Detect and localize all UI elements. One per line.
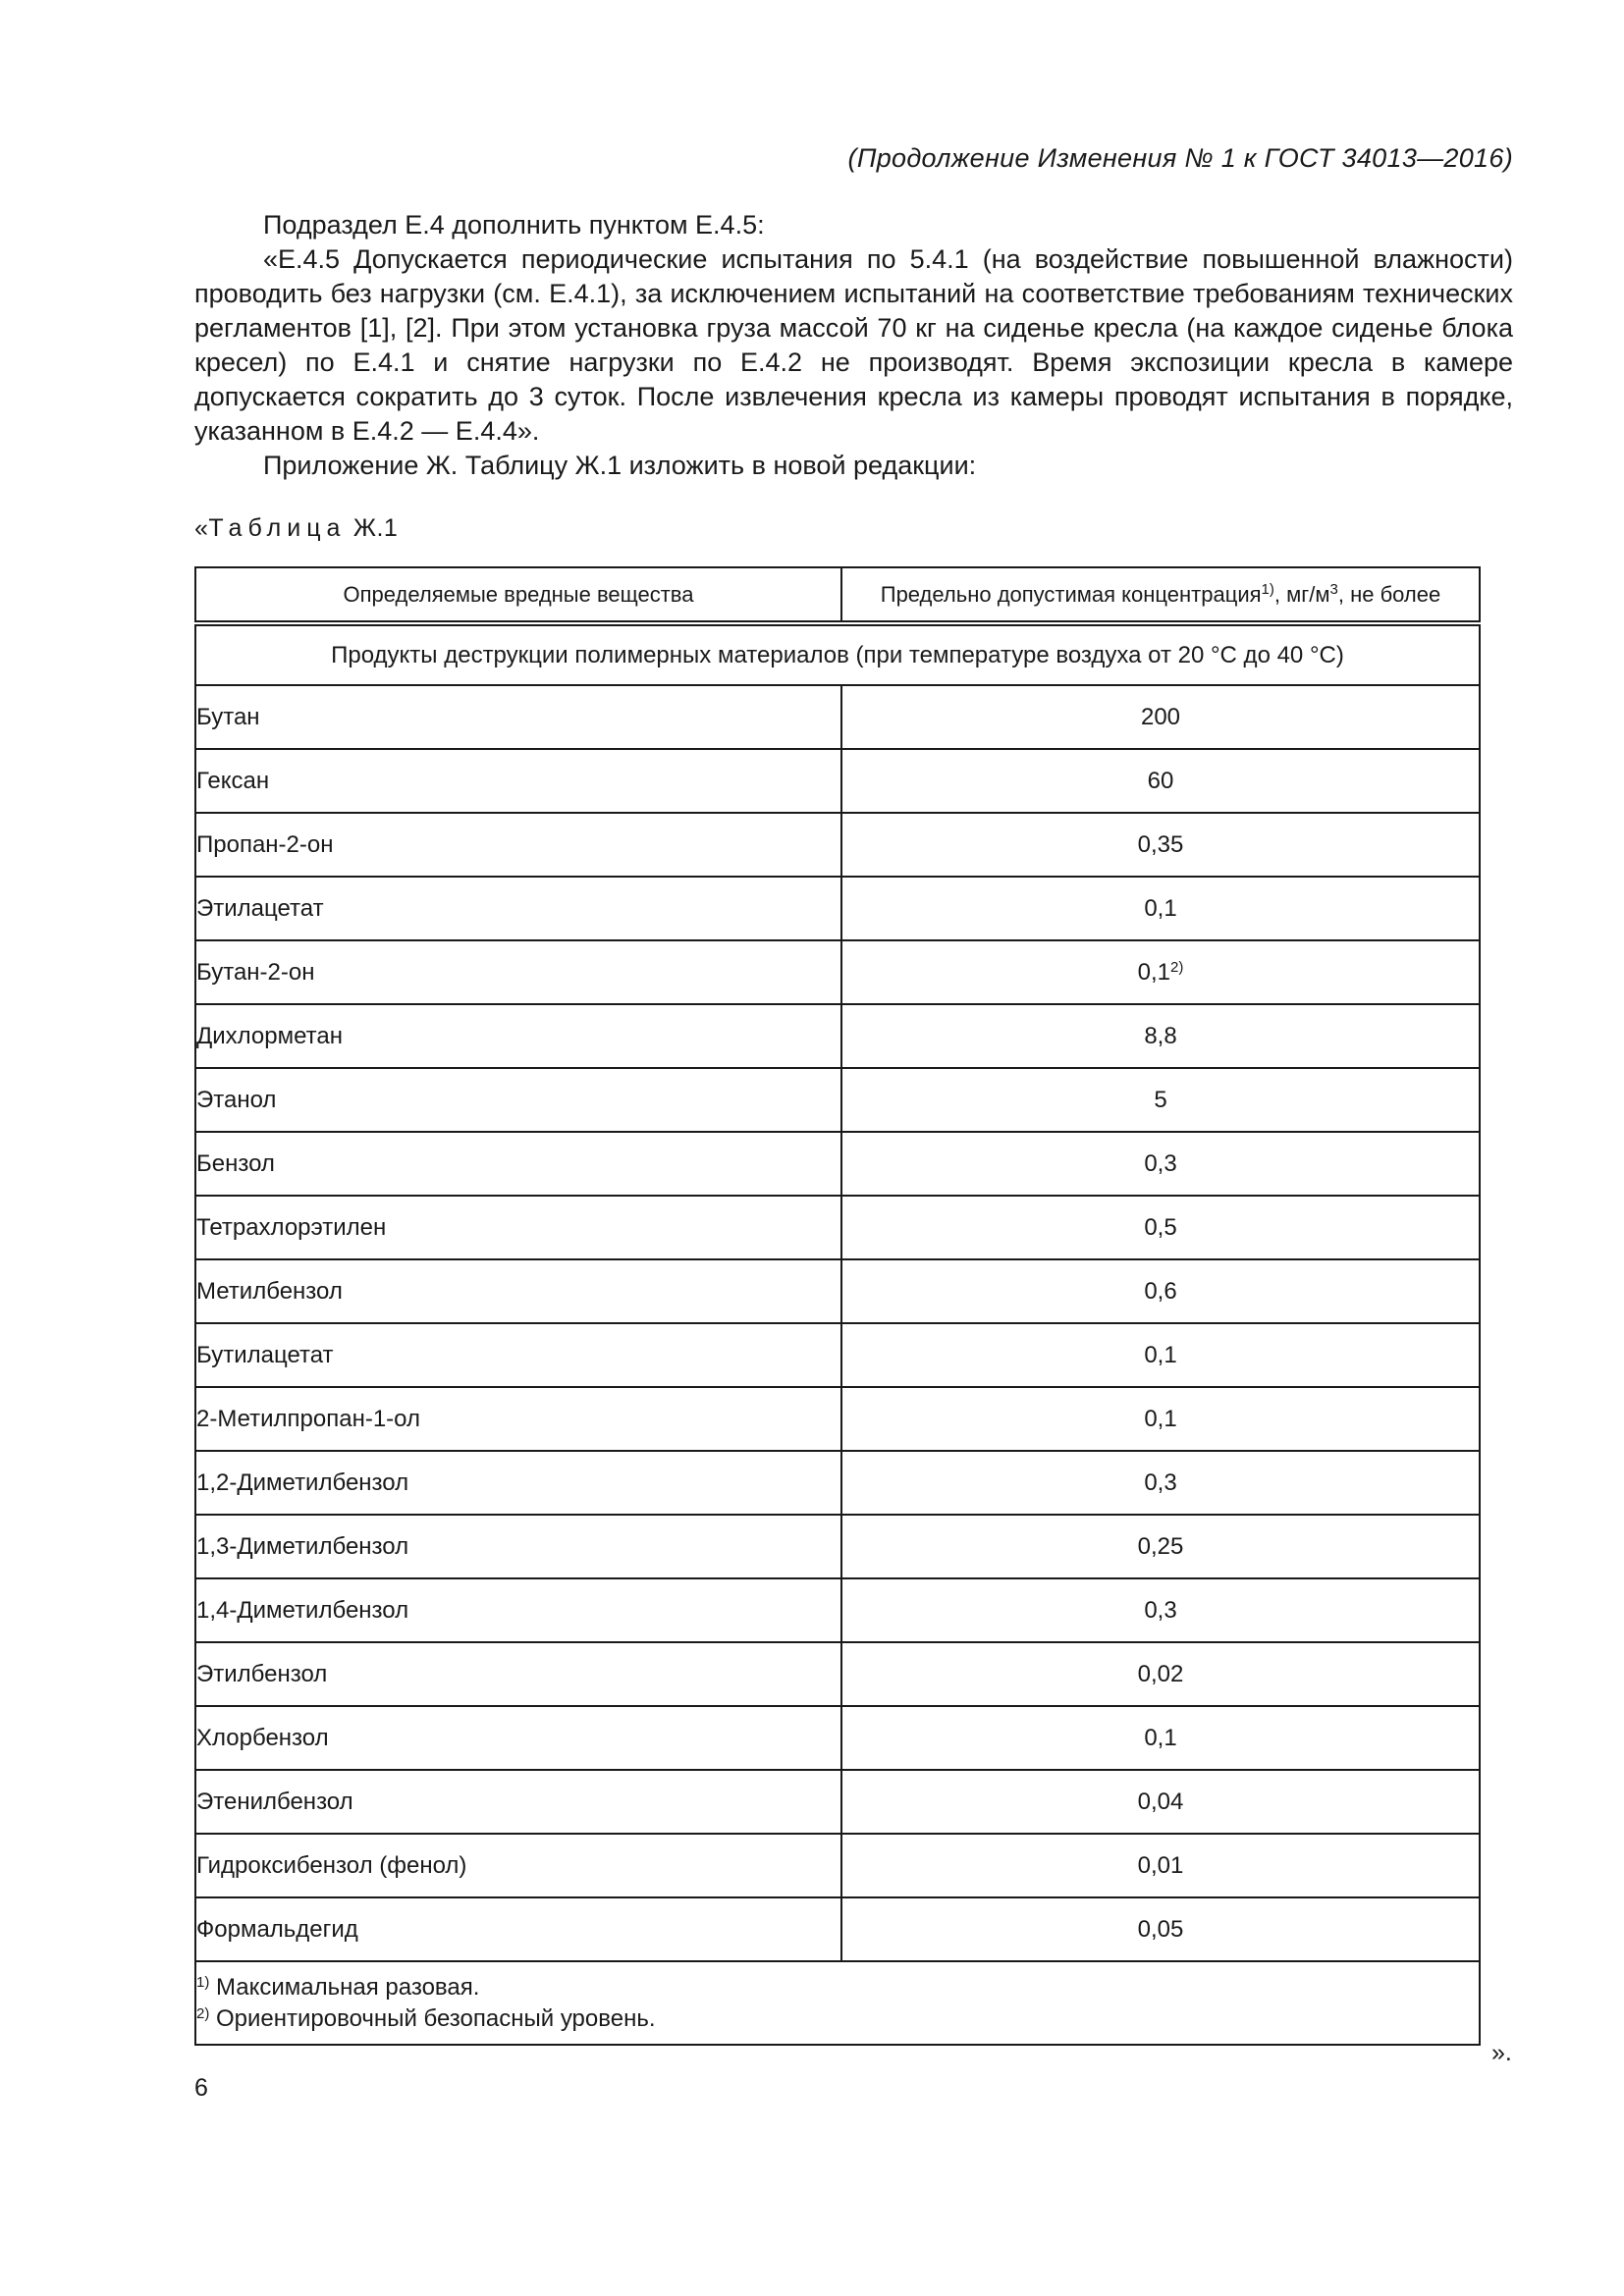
concentration-value: [841, 1642, 1480, 1706]
substance-name: 1,3-Диметилбензол: [195, 1515, 841, 1578]
concentration-value: [841, 1451, 1480, 1515]
concentration-number: 0,02: [1137, 1660, 1184, 1687]
footnote-1: [196, 1972, 1479, 2003]
concentration-number: 0,1: [1144, 1724, 1177, 1751]
substance-name: Дихлорметан: [195, 1004, 841, 1068]
group-row: [195, 623, 1480, 685]
footnote-1-text: Максимальная разовая.: [209, 1973, 480, 2001]
concentration-value: [841, 1897, 1480, 1961]
concentration-number: 0,1: [1144, 894, 1177, 922]
caption-open-quote: «: [194, 514, 209, 542]
table-row: [195, 1770, 1480, 1834]
col2-header-text: Предельно допустимая концентрация: [880, 581, 1262, 607]
substance-name: Этилбензол: [195, 1642, 841, 1706]
substance-name: Хлорбензол: [195, 1706, 841, 1770]
table-row: [195, 940, 1480, 1004]
concentration-number: 0,1: [1137, 958, 1171, 986]
concentration-value: [841, 1834, 1480, 1897]
substance-name: Этилацетат: [195, 877, 841, 940]
footnote-1-mark: 1): [196, 1973, 210, 1991]
table-row: [195, 1387, 1480, 1451]
substance-name: Формальдегид: [195, 1897, 841, 1961]
table-row: [195, 1004, 1480, 1068]
concentration-value: [841, 1706, 1480, 1770]
table-row: [195, 877, 1480, 940]
table-row: [195, 1642, 1480, 1706]
substance-name: Этенилбензол: [195, 1770, 841, 1834]
substance-name: 1,4-Диметилбензол: [195, 1578, 841, 1642]
table-row: [195, 813, 1480, 877]
footnote-2-text: Ориентировочный безопасный уровень.: [209, 2004, 656, 2032]
table-row: [195, 685, 1480, 749]
col2-header-footnote-mark: 1): [1261, 580, 1274, 598]
substance-name: Бутилацетат: [195, 1323, 841, 1387]
concentration-value: [841, 1068, 1480, 1132]
substance-name: Этанол: [195, 1068, 841, 1132]
body-text: [194, 208, 1513, 483]
concentration-value: [841, 1323, 1480, 1387]
substance-name: 1,2-Диметилбензол: [195, 1451, 841, 1515]
substances-table: [194, 566, 1481, 2046]
table-row: [195, 1834, 1480, 1897]
col2-header-tail: , не более: [1337, 581, 1441, 607]
concentration-number: 0,3: [1144, 1468, 1177, 1496]
substance-name: Гидроксибензол (фенол): [195, 1834, 841, 1897]
col-header-substances: Определяемые вредные вещества: [195, 567, 841, 623]
concentration-number: 60: [1147, 767, 1174, 794]
concentration-number: 0,3: [1144, 1149, 1177, 1177]
concentration-value: [841, 813, 1480, 877]
paragraph-subsection-addition: Подраздел Е.4 дополнить пунктом Е.4.5:: [263, 210, 765, 240]
table-row: [195, 1196, 1480, 1259]
concentration-value: [841, 749, 1480, 813]
concentration-value: [841, 877, 1480, 940]
footnotes-row: [195, 1961, 1480, 2045]
table-row: [195, 1451, 1480, 1515]
table-row: [195, 1897, 1480, 1961]
concentration-value: [841, 1004, 1480, 1068]
table-row: [195, 1578, 1480, 1642]
footnotes-cell: [195, 1961, 1480, 2045]
substance-name: Гексан: [195, 749, 841, 813]
paragraph-appendix-table: Приложение Ж. Таблицу Ж.1 изложить в новой редакции:: [263, 451, 977, 480]
substance-name: Бензол: [195, 1132, 841, 1196]
concentration-number: 0,3: [1144, 1596, 1177, 1624]
paragraph-clause-e-4-5: «Е.4.5 Допускается периодические испытания по 5.4.1 (на воздействие повышенной влажности) проводить без нагрузки (см. Е.4.1), за исключением испытаний на соответствие требованиям технических регламентов [1], [2]. При этом установка груза массой 70 кг на сиденье кресла (на каждое сиденье блока кресел) по Е.4.1 и снятие нагрузки по Е.4.2 не производят. Время экспозиции кресла в камере допускается сократить до 3 суток. После извлечения кресла из камеры проводят испытания в порядке, указанном в Е.4.2 — Е.4.4».: [194, 244, 1513, 446]
col2-header-unit: , мг/м: [1273, 581, 1330, 607]
concentration-number: 0,1: [1144, 1341, 1177, 1368]
table-row: [195, 1515, 1480, 1578]
concentration-number: 0,5: [1144, 1213, 1177, 1241]
table-row: [195, 1068, 1480, 1132]
continuation-header: (Продолжение Изменения № 1 к ГОСТ 34013—2016): [847, 143, 1513, 173]
concentration-number: 5: [1154, 1086, 1167, 1113]
table-header-row: [195, 567, 1480, 623]
substance-name: Пропан-2-он: [195, 813, 841, 877]
page-number: 6: [194, 2074, 208, 2102]
substance-name: Метилбензол: [195, 1259, 841, 1323]
table-closing-quote: ».: [1491, 2039, 1512, 2066]
concentration-number: 0,25: [1137, 1532, 1184, 1560]
table-row: [195, 1132, 1480, 1196]
value-footnote-mark: 2): [1170, 958, 1184, 976]
concentration-number: 0,6: [1144, 1277, 1177, 1305]
footnote-2-mark: 2): [196, 2004, 210, 2022]
concentration-number: 0,1: [1144, 1405, 1177, 1432]
concentration-number: 0,01: [1137, 1851, 1184, 1879]
footnote-2: [196, 2003, 1479, 2035]
concentration-value: [841, 1196, 1480, 1259]
col2-header-unit-power: 3: [1329, 580, 1338, 598]
concentration-value: [841, 1387, 1480, 1451]
caption-number: Ж.1: [352, 514, 399, 542]
table-row: [195, 1259, 1480, 1323]
substance-name: Бутан-2-он: [195, 940, 841, 1004]
table-row: [195, 1323, 1480, 1387]
concentration-value: [841, 1515, 1480, 1578]
concentration-number: 8,8: [1144, 1022, 1177, 1049]
concentration-value: [841, 685, 1480, 749]
group-title: Продукты деструкции полимерных материалов (при температуре воздуха от 20 °С до 40 °С): [195, 623, 1480, 685]
caption-word: Таблица: [208, 514, 347, 542]
table-caption: [194, 514, 398, 543]
table-row: [195, 749, 1480, 813]
concentration-value: [841, 1770, 1480, 1834]
concentration-value: [841, 1132, 1480, 1196]
concentration-value: [841, 1578, 1480, 1642]
substance-name: 2-Метилпропан-1-ол: [195, 1387, 841, 1451]
table-row: [195, 1706, 1480, 1770]
substance-name: Бутан: [195, 685, 841, 749]
concentration-value: [841, 1259, 1480, 1323]
concentration-value: [841, 940, 1480, 1004]
substance-name: Тетрахлорэтилен: [195, 1196, 841, 1259]
concentration-number: 0,05: [1137, 1915, 1184, 1943]
col-header-concentration: [841, 567, 1480, 623]
concentration-number: 0,35: [1137, 830, 1184, 858]
concentration-number: 0,04: [1137, 1788, 1184, 1815]
concentration-number: 200: [1140, 703, 1181, 730]
